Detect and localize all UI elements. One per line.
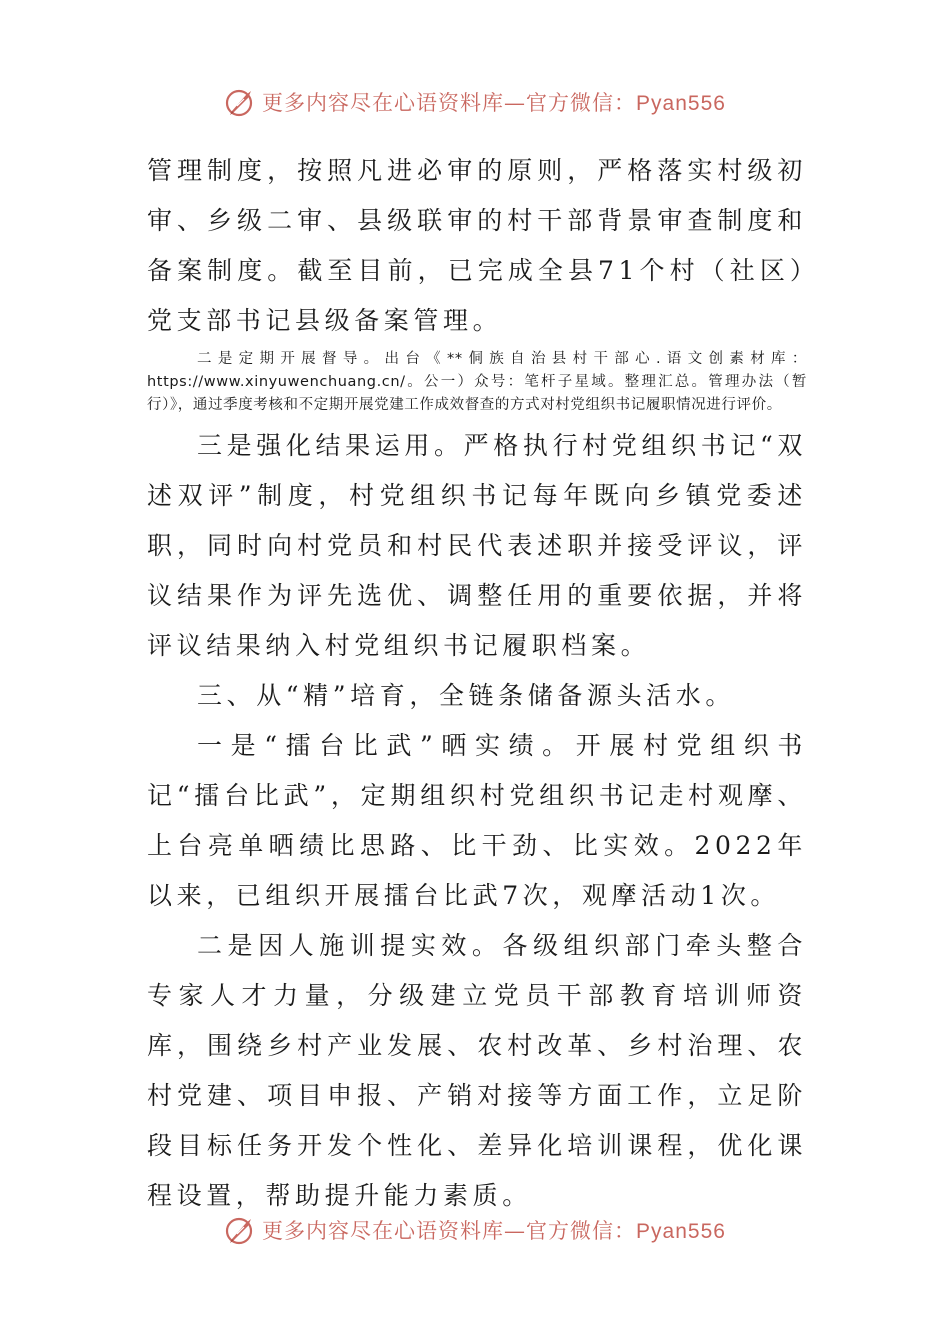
header-banner-text: 更多内容尽在心语资料库—官方微信：Pyan556 (262, 91, 726, 115)
paragraph-2-small: 二是定期开展督导。出台《**侗族自治县村干部心.语文创素材库：https://www.xinyuwenchuang.cn/。公一）众号：笔杆子星域。整理汇总。管理办法（暂行）》，通过季度考核和不定期开展党建工作成效督查的方式对村党组织书记履职情况进行评价。 (147, 351, 807, 413)
paragraph-4: 一是“擂台比武”晒实绩。开展村党组织书记“擂台比武”，定期组织村党组织书记走村观摩、上台亮单晒绩比思路、比干劲、比实效。2022年以来，已组织开展擂台比武7次，观摩活动1次。 (147, 731, 807, 910)
paragraph-3: 三是强化结果运用。严格执行村党组织书记“双述双评”制度，村党组织书记每年既向乡镇党委述职，同时向村党员和村民代表述职并接受评议，评议结果作为评先选优、调整任用的重要依据，并将评议结果纳入村党组织书记履职档案。 (147, 431, 807, 660)
pen-nib-logo-icon (224, 1213, 258, 1247)
header-banner (0, 82, 950, 122)
paragraph-5: 二是因人施训提实效。各级组织部门牵头整合专家人才力量，分级建立党员干部教育培训师资库，围绕乡村产业发展、农村改革、乡村治理、农村党建、项目申报、产销对接等方面工作，立足阶段目标任务开发个性化、差异化培训课程，优化课程设置，帮助提升能力素质。 (147, 931, 807, 1210)
footer-banner (0, 1210, 950, 1250)
document-body (147, 146, 807, 1221)
header-wechat-id: Pyan556 (636, 92, 726, 115)
pen-nib-logo-icon (224, 85, 258, 119)
section-heading: 三、从“精”培育，全链条储备源头活水。 (197, 681, 735, 710)
paragraph-1: 管理制度，按照凡进必审的原则，严格落实村级初审、乡级二审、县级联审的村干部背景审查制度和备案制度。截至目前，已完成全县71个村（社区）党支部书记县级备案管理。 (147, 156, 807, 335)
footer-banner-text: 更多内容尽在心语资料库—官方微信：Pyan556 (262, 1219, 726, 1243)
footer-wechat-id: Pyan556 (636, 1220, 726, 1243)
